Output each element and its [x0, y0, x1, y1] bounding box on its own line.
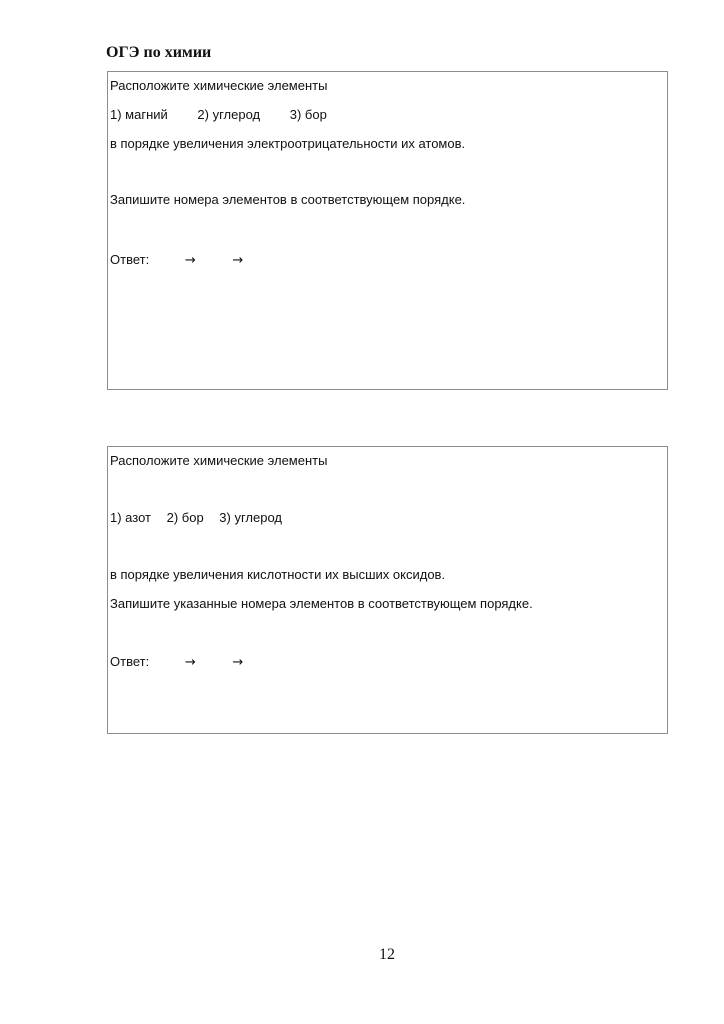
- task-intro: Расположите химические элементы: [110, 78, 328, 93]
- arrow-icon: →: [184, 253, 196, 268]
- arrow-icon: →: [232, 655, 244, 670]
- option-1: 1) азот: [110, 510, 151, 525]
- task-condition: в порядке увеличения кислотности их высших оксидов.: [110, 567, 446, 582]
- option-2: 2) углерод: [197, 107, 261, 122]
- answer-row: [110, 252, 243, 269]
- option-1: 1) магний: [110, 107, 168, 122]
- answer-row: [110, 654, 243, 671]
- answer-label: Ответ:: [110, 654, 150, 669]
- arrow-icon: →: [184, 655, 196, 670]
- task-box-2: [107, 446, 668, 734]
- task-intro: Расположите химические элементы: [110, 453, 328, 468]
- page-title: ОГЭ по химии: [106, 44, 212, 61]
- task-instruction: Запишите номера элементов в соответствующем порядке.: [110, 192, 466, 207]
- task-instruction: Запишите указанные номера элементов в соответствующем порядке.: [110, 596, 533, 611]
- task-box-1: [107, 71, 668, 390]
- task-options: [110, 510, 282, 526]
- option-2: 2) бор: [166, 510, 204, 525]
- task-condition: в порядке увеличения электроотрицательности их атомов.: [110, 136, 466, 151]
- option-3: 3) углерод: [219, 510, 282, 525]
- option-3: 3) бор: [289, 107, 327, 122]
- answer-label: Ответ:: [110, 252, 150, 267]
- arrow-icon: →: [232, 253, 244, 268]
- task-options: [110, 107, 327, 123]
- page-number: 12: [379, 946, 395, 963]
